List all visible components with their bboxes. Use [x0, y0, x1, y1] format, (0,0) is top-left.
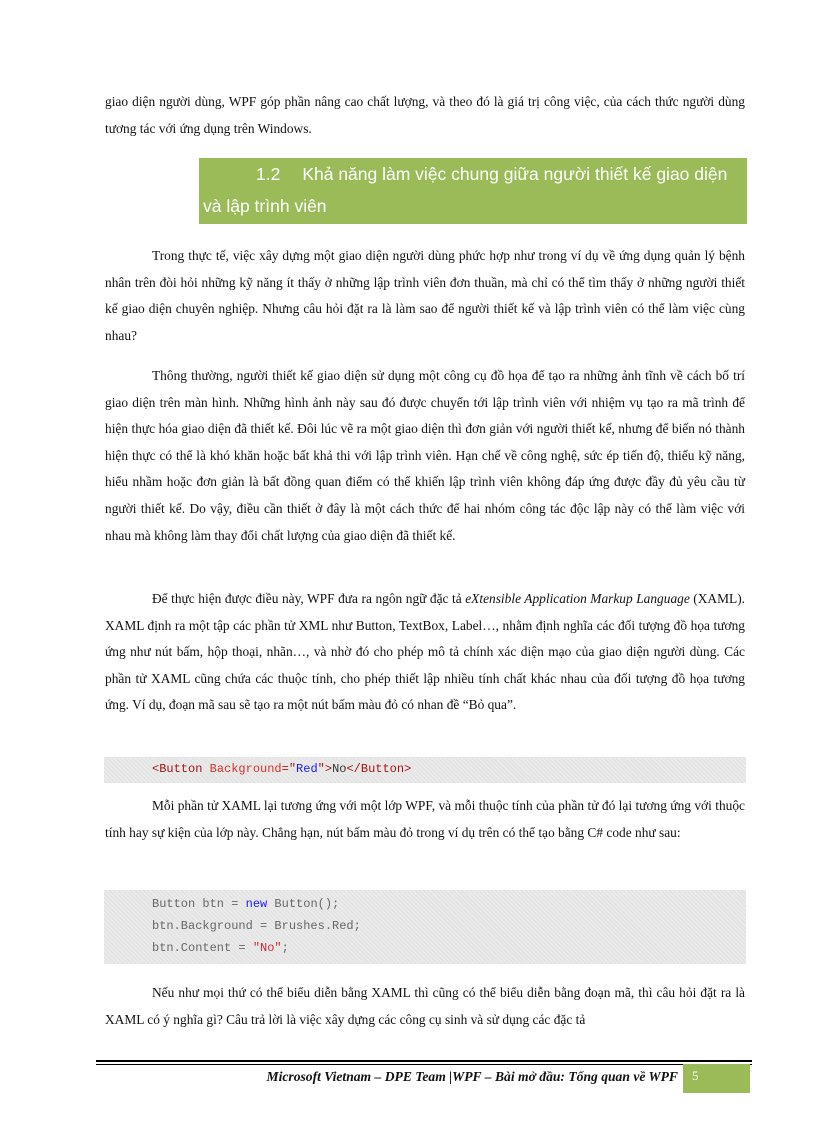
csharp-code-line-1 [152, 897, 339, 911]
csharp-line3-start: btn.Content = [152, 941, 253, 955]
xaml-attr-value: Red [296, 762, 318, 776]
section-title-part2: và lập trình viên [203, 196, 327, 216]
paragraph-5: Nếu như mọi thứ có thể biểu diễn bằng XAML thì cũng có thể biểu diễn bằng đoạn mã, thì câu hỏi đặt ra là XAML có ý nghĩa gì? Câu trả lời là việc xây dựng các công cụ sinh và sử dụng các đặc tả [105, 985, 745, 1027]
xaml-end-tag: </Button> [346, 762, 412, 776]
section-title-part1: Khả năng làm việc chung giữa người thiết kế giao diện [302, 164, 728, 184]
xaml-open-tag: <Button [152, 762, 203, 776]
section-heading-line1 [256, 164, 727, 185]
paragraph-3-start: Để thực hiện được điều này, WPF đưa ra ngôn ngữ đặc tả [152, 591, 466, 606]
xaml-code-line [152, 762, 411, 776]
footer-text: Microsoft Vietnam – DPE Team |WPF – Bài mở đầu: Tổng quan về WPF [266, 1069, 678, 1084]
csharp-code-line-2: btn.Background = Brushes.Red; [152, 919, 361, 933]
paragraph-2: Thông thường, người thiết kế giao diện sử dụng một công cụ đồ họa để tạo ra những ảnh tĩnh về cách bố trí giao diện trên màn hình. Những hình ảnh này sau đó được chuyển tới lập trình viên với nhiệm vụ tạo ra mã trình để hiện thực hóa giao diện đã thiết kế. Đôi lúc vẽ ra một giao diện thì đơn giản với người thiết kế, nhưng để biến nó thành hiện thực có thể là khó khăn hoặc bất khả thi với lập trình viên. Hạn chế về công nghệ, sức ép tiến độ, thiếu kỹ năng, hiểu nhầm hoặc đơn giản là bất đồng quan điểm có thể khiến lập trình viên không đáp ứng được đầy đủ yêu cầu từ người thiết kế. Do vậy, điều cần thiết ở đây là một cách thức để hai nhóm công tác độc lập này có thể làm việc với nhau mà không làm thay đổi chất lượng của giao diện đã thiết kế. [105, 368, 745, 543]
csharp-keyword-new: new [245, 897, 268, 911]
xaml-eq-quote: =" [281, 762, 297, 776]
paragraph-4: Mỗi phần tử XAML lại tương ứng với một lớp WPF, và mỗi thuộc tính của phần tử đó lại tương ứng với thuộc tính hay sự kiện của lớp này. Chẳng hạn, nút bấm màu đỏ trong ví dụ trên có thể tạo bằng C# code như sau: [105, 798, 745, 840]
csharp-line1-end: Button(); [267, 897, 340, 911]
csharp-code-line-3 [152, 941, 289, 955]
footer-rule-thick [96, 1060, 752, 1062]
csharp-line3-end: ; [281, 941, 289, 955]
paragraph-3 [105, 586, 745, 719]
csharp-line1-start: Button btn = [152, 897, 246, 911]
xaml-attr-name: Background [209, 762, 282, 776]
section-number: 1.2 [256, 164, 281, 184]
xaml-code-block [104, 757, 746, 783]
intro-paragraph: giao diện người dùng, WPF góp phần nâng cao chất lượng, và theo đó là giá trị công việc, của cách thức người dùng tương tác với ứng dụng trên Windows. [105, 94, 745, 136]
paragraph-1: Trong thực tế, việc xây dựng một giao diện người dùng phức hợp như trong ví dụ về ứng dụng quản lý bệnh nhân trên đòi hỏi những kỹ năng ít thấy ở những lập trình viên đơn thuần, mà chỉ có thể tìm thấy ở những người thiết kế giao diện chuyên nghiệp. Nhưng câu hỏi đặt ra là làm sao để người thiết kế và lập trình viên có thể làm việc cùng nhau? [105, 248, 745, 343]
xaml-content: No [332, 762, 347, 776]
xaml-close-quote: "> [317, 762, 333, 776]
page-number: 5 [692, 1068, 699, 1083]
footer-rule-thin [96, 1064, 752, 1065]
xaml-full-name: eXtensible Application Markup Language [465, 591, 690, 606]
page-number-box [683, 1064, 750, 1093]
csharp-string: "No" [252, 941, 282, 955]
section-heading [199, 158, 747, 224]
csharp-code-block [104, 890, 746, 964]
paragraph-3-rest: (XAML). XAML định ra một tập các phần tử XML như Button, TextBox, Label…, nhằm định nghĩa các đối tượng đồ họa tương ứng như nút bấm, hộp thoại, nhãn…, và nhờ đó cho phép mô tả chính xác diện mạo của giao diện người dùng. Các phần tử XAML cũng chứa các thuộc tính, cho phép thiết lập nhiều tính chất khác nhau của đối tượng đồ họa tương ứng. Ví dụ, đoạn mã sau sẽ tạo ra một nút bấm màu đỏ có nhan đề “Bỏ qua”. [105, 591, 745, 713]
